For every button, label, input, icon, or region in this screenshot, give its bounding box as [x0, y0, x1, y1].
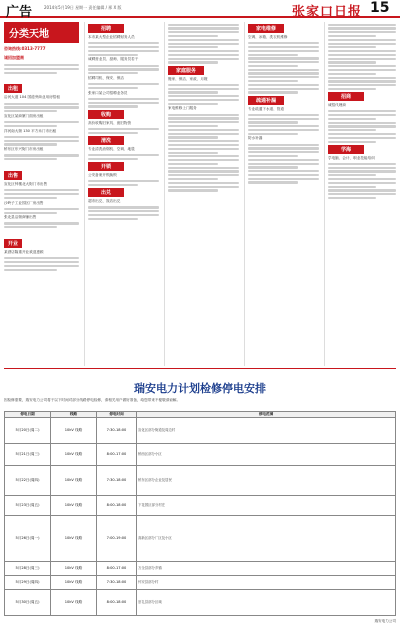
table-row — [5, 444, 396, 466]
table-row — [5, 576, 396, 590]
text-block — [168, 24, 239, 64]
section-label: 开锁 — [88, 162, 124, 171]
section-label: 家庭服务 — [168, 66, 204, 75]
table-row — [5, 562, 396, 576]
outage-date: 5月29日(周四) — [5, 576, 51, 590]
intro-head: 诚招加盟商 — [4, 55, 24, 60]
text-block — [4, 103, 79, 113]
ad-item: 沿河大道 104 国道旁商业用房招租 — [4, 95, 60, 100]
ad-item: 公安备案开锁换锁 — [88, 172, 117, 177]
outage-date: 5月28日(周三) — [5, 562, 51, 576]
outage-time: 8:00-18:00 — [97, 590, 137, 616]
section-divider — [4, 368, 396, 376]
notice-intro: 因检修需要，瑞安电力公司将于以下时间对部分线路停电检修，请相关用户做好准备，给您带来不便敬请谅解。 — [4, 398, 181, 402]
text-block — [4, 64, 79, 74]
line-name: 10kV 线路 — [51, 576, 97, 590]
table-row — [5, 418, 396, 444]
text-block — [88, 206, 159, 220]
column-header: 停电时间 — [97, 412, 137, 418]
text-block — [4, 121, 79, 127]
text-block — [328, 163, 396, 199]
outage-date: 5月30日(周五) — [5, 590, 51, 616]
table-row — [5, 590, 396, 616]
text-block — [248, 114, 319, 135]
text-block — [328, 24, 396, 90]
column-1 — [4, 22, 82, 366]
page-number: 15 — [370, 0, 390, 16]
text-block — [4, 222, 79, 228]
ad-item: 桥东区东兴街门市房出租 — [4, 147, 44, 152]
text-block — [4, 154, 79, 160]
text-block — [328, 110, 396, 142]
text-block — [88, 42, 159, 56]
section-label: 出兑 — [88, 188, 124, 197]
outage-area: 下花园区部分村庄 — [137, 496, 396, 516]
line-name: 10kV 线路 — [51, 562, 97, 576]
outage-time: 8:00-18:00 — [97, 496, 137, 516]
section-label: 清洗 — [88, 136, 124, 145]
column-header: 线路 — [51, 412, 97, 418]
page-header — [0, 0, 400, 18]
table-row — [5, 496, 396, 516]
outage-area: 怀安县部分村 — [137, 576, 396, 590]
classified-columns — [4, 22, 396, 366]
section-label: 学海 — [328, 145, 364, 154]
text-block — [88, 65, 159, 75]
text-block — [88, 83, 159, 89]
line-name: 10kV 线路 — [51, 516, 97, 562]
notice-footer: 瑞安电力公司 — [374, 619, 396, 623]
issue-meta: 2014年5月19日 星期一 责任编辑 / 邢 X 版 — [44, 5, 122, 10]
ad-item: 超市出兑、饭店出兑 — [88, 199, 121, 204]
column-header: 停电范围 — [137, 412, 396, 418]
section-label: 招商 — [328, 92, 364, 101]
outage-area: 万全县部分乡镇 — [137, 562, 396, 576]
outage-area: 桥西区部分小区 — [137, 444, 396, 466]
table-row — [5, 466, 396, 496]
ad-item: 张家口某公司招聘业务员 — [88, 90, 128, 95]
ad-item: 家电维修上门服务 — [168, 106, 197, 111]
outage-date: 5月20日(周二) — [5, 418, 51, 444]
column-5 — [324, 22, 396, 366]
ad-item: 某酒店隆重开业欢迎惠顾 — [4, 250, 44, 255]
text-block — [4, 189, 79, 199]
ad-item: 防水补漏 — [248, 136, 263, 141]
text-block — [4, 208, 79, 214]
ad-item: 本市某大型企业招聘财务人员 — [88, 35, 135, 39]
newspaper-logo: 张家口日报 — [292, 5, 363, 20]
outage-time: 8:00-17:00 — [97, 562, 137, 576]
ad-item: 诚聘营业员、厨师、服务员若干 — [88, 57, 139, 62]
text-block — [88, 180, 159, 186]
outage-area: 宣化区部分街道及周边村 — [137, 418, 396, 444]
outage-area: 高新区部分厂区及小区 — [137, 516, 396, 562]
column-3 — [164, 22, 242, 366]
text-block — [88, 98, 159, 108]
ad-item: 宣化区钟楼北大街门市出售 — [4, 181, 48, 186]
section-label: 收购 — [88, 110, 124, 119]
text-block — [248, 42, 319, 93]
outage-table — [4, 411, 396, 616]
outage-time: 7:00-19:00 — [97, 516, 137, 562]
column-4 — [244, 22, 322, 366]
outage-time: 7:30-18:00 — [97, 466, 137, 496]
ad-item: 招聘司机、保安、保洁 — [88, 75, 124, 80]
text-block — [4, 257, 79, 271]
ad-item: 诚招代理商 — [328, 103, 346, 108]
ad-item: 沙岭子工业园区厂房出售 — [4, 200, 44, 205]
table-row — [5, 516, 396, 562]
line-name: 10kV 线路 — [51, 466, 97, 496]
outage-time: 7:30-18:00 — [97, 418, 137, 444]
outage-date: 5月21日(周三) — [5, 444, 51, 466]
column-2 — [84, 22, 162, 366]
text-block — [88, 128, 159, 134]
ad-item: 宣化区某商厦门面房出租 — [4, 113, 44, 118]
line-name: 10kV 线路 — [51, 444, 97, 466]
ad-item: 张北县沿街商铺出售 — [4, 215, 37, 220]
ad-item: 搬家、保洁、家政、月嫂 — [168, 76, 208, 81]
section-label: 家电维修 — [248, 24, 284, 33]
ad-item: 学电脑、会计、职业技能培训 — [328, 155, 375, 160]
notice-title: 瑞安电力计划检修停电安排 — [134, 382, 266, 395]
column-header: 停电日期 — [5, 412, 51, 418]
ad-item: 专业疏通下水道、管道 — [248, 106, 284, 111]
ad-item: 洋河南大街 130 平方米门市出租 — [4, 128, 57, 133]
text-block — [168, 84, 239, 105]
hotline: 咨询热线:0313-7777 — [4, 46, 46, 51]
ad-item: 专业清洗油烟机、空调、地毯 — [88, 146, 135, 151]
text-block — [168, 114, 239, 192]
section-label: 出租 — [4, 84, 22, 93]
section-label: 招聘 — [88, 24, 124, 33]
outage-area: 崇礼县部分区域 — [137, 590, 396, 616]
outage-date: 5月26日(周一) — [5, 516, 51, 562]
power-outage-notice — [4, 380, 396, 630]
text-block — [4, 136, 79, 146]
section-label: 开业 — [4, 239, 22, 248]
outage-area: 桥东区部分企业及居民 — [137, 466, 396, 496]
line-name: 10kV 线路 — [51, 418, 97, 444]
outage-date: 5月22日(周四) — [5, 466, 51, 496]
section-label: 出售 — [4, 171, 22, 180]
classified-title: 分类天地 — [4, 22, 79, 43]
line-name: 10kV 线路 — [51, 590, 97, 616]
section-label: 疏通补漏 — [248, 96, 284, 105]
text-block — [248, 144, 319, 184]
ad-item: 高价收购旧家具、废旧物资 — [88, 120, 132, 125]
text-block — [88, 154, 159, 160]
outage-time: 8:00-17:00 — [97, 444, 137, 466]
section-label: 广告 — [6, 5, 33, 20]
outage-date: 5月23日(周五) — [5, 496, 51, 516]
ad-item: 空调、冰箱、洗衣机维修 — [248, 35, 288, 39]
outage-time: 7:30-18:00 — [97, 576, 137, 590]
line-name: 10kV 线路 — [51, 496, 97, 516]
